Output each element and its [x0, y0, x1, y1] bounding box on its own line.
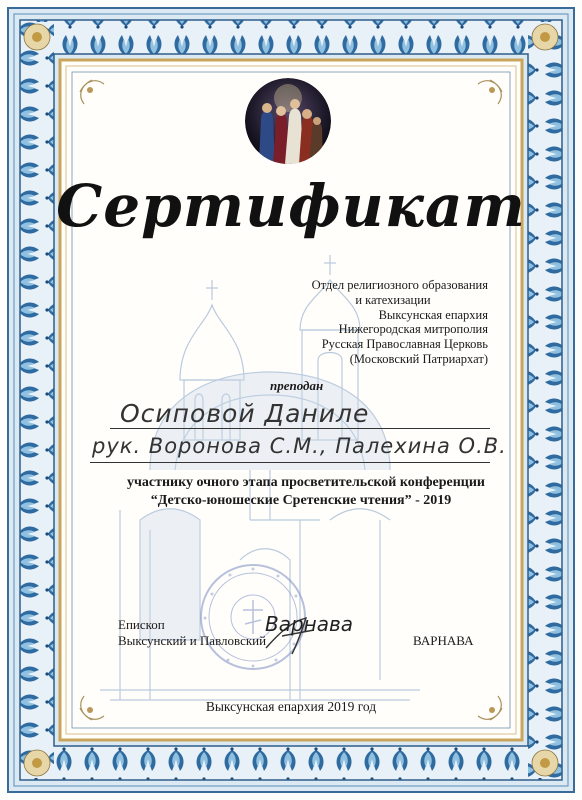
supervisors-line — [90, 462, 490, 463]
issuer-line: Нижегородская митрополия — [338, 322, 488, 337]
description-line-2: “Детско-юношеские Сретенские чтения” - 2019 — [150, 493, 452, 508]
signature: Варнава — [265, 612, 354, 636]
bishop-title — [118, 617, 266, 649]
description-line-1: участнику очного этапа просветительской конференции — [127, 475, 485, 490]
presented-label: преподан — [270, 378, 324, 393]
recipient-line — [110, 428, 490, 429]
bishop-name: ВАРНАВА — [413, 633, 474, 648]
issuer-block — [228, 278, 488, 367]
bishop-title-line-2: Выксунский и Павловский — [118, 633, 267, 648]
issuer-line: Русская Православная Церковь — [321, 337, 488, 352]
bishop-title-line-1: Епископ — [118, 617, 165, 632]
footer-text: Выксунская епархия 2019 год — [205, 699, 377, 714]
issuer-line: Отдел религиозного образования — [311, 278, 488, 292]
certificate-title: Сертификат — [56, 172, 526, 240]
issuer-line: и катехизации — [355, 292, 431, 307]
supervisors-handwritten: рук. Воронова С.М., Палехина О.В. — [92, 434, 507, 458]
issuer-line: (Московский Патриархат) — [349, 351, 488, 366]
icon-presentation-of-the-lord — [245, 78, 331, 164]
issuer-line: Выксунская епархия — [378, 307, 488, 322]
recipient-handwritten: Осиповой Даниле — [120, 399, 370, 428]
